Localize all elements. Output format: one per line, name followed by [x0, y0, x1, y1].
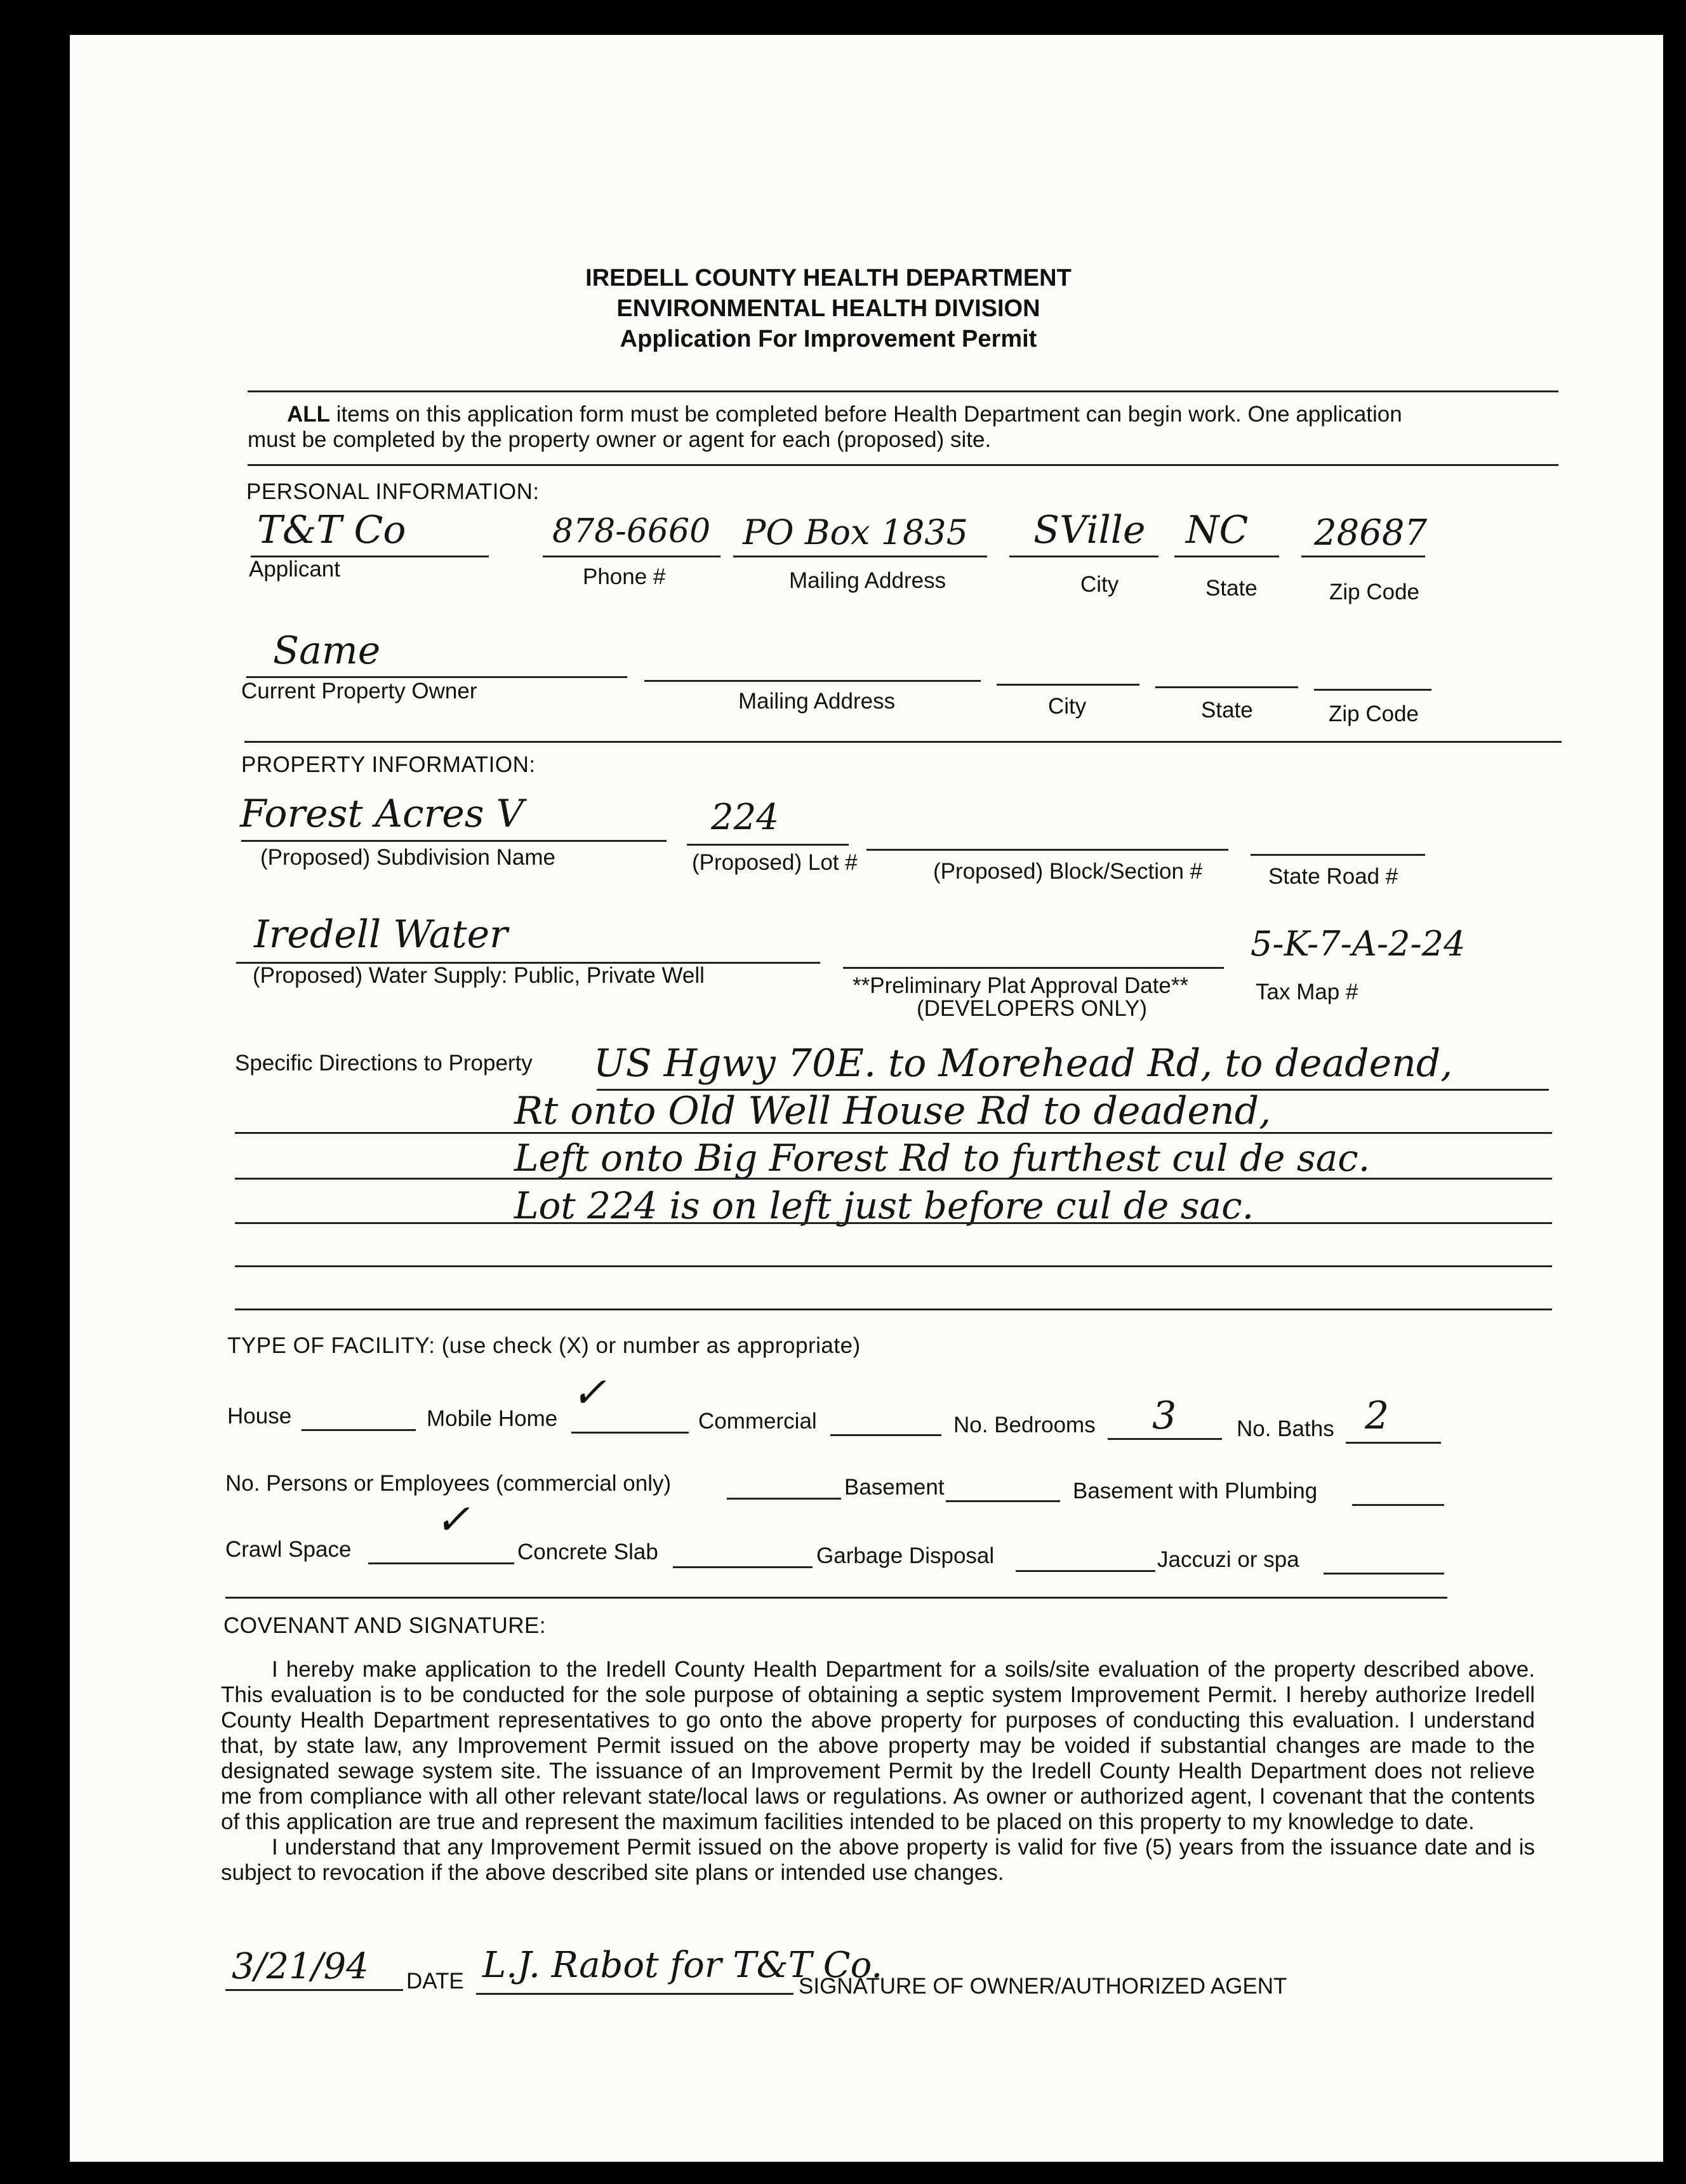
- lot-label: (Proposed) Lot #: [692, 850, 858, 875]
- basement-label: Basement: [844, 1475, 945, 1500]
- covenant-paragraph-2: I understand that any Improvement Permit issued on the above property is valid for five (5) years from the issuance date and is subject to revocation if the above described site plans or intended use changes.: [221, 1835, 1535, 1885]
- baths-value[interactable]: 2: [1365, 1394, 1390, 1438]
- crawl-space-label: Crawl Space: [225, 1537, 352, 1562]
- signature-value[interactable]: L.J. Rabot for T&T Co.: [482, 1945, 883, 1986]
- form-title: Application For Improvement Permit: [620, 326, 1037, 352]
- mailing-address-line: [733, 556, 987, 557]
- owner-city-line: [997, 684, 1139, 686]
- water-supply-label: (Proposed) Water Supply: Public, Private Well: [253, 963, 705, 988]
- garbage-disposal-line: [1016, 1570, 1155, 1572]
- state-line: [1174, 556, 1279, 557]
- city-line: [1009, 556, 1158, 557]
- jacuzzi-label: Jaccuzi or spa: [1157, 1547, 1299, 1572]
- bedrooms-value[interactable]: 3: [1152, 1394, 1177, 1438]
- basement-plumbing-label: Basement with Plumbing: [1073, 1479, 1318, 1503]
- tax-map-label: Tax Map #: [1256, 980, 1358, 1004]
- house-label: House: [227, 1404, 292, 1428]
- owner-zip-line: [1314, 689, 1431, 691]
- owner-state-line: [1155, 686, 1298, 688]
- tax-map-value[interactable]: 5-K-7-A-2-24: [1251, 924, 1466, 964]
- owner-label: Current Property Owner: [241, 679, 477, 703]
- directions-label: Specific Directions to Property: [235, 1051, 533, 1075]
- garbage-disposal-label: Garbage Disposal: [816, 1543, 995, 1568]
- zip-line: [1301, 556, 1425, 557]
- bedrooms-label: No. Bedrooms: [953, 1413, 1096, 1437]
- applicant-value[interactable]: T&T Co: [257, 508, 406, 552]
- intro-line-2: must be completed by the property owner or agent for each (proposed) site.: [248, 427, 992, 452]
- owner-value[interactable]: Same: [273, 629, 381, 673]
- intro-rule: [248, 464, 1558, 466]
- directions-rule-2: [235, 1132, 1552, 1134]
- mailing-address-label: Mailing Address: [789, 568, 946, 593]
- house-line: [302, 1429, 416, 1431]
- commercial-label: Commercial: [698, 1409, 817, 1434]
- state-road-label: State Road #: [1268, 864, 1398, 889]
- intro-line-1: ALL items on this application form must be completed before Health Department can begin work. One application: [287, 402, 1402, 427]
- mobile-home-label: Mobile Home: [427, 1406, 558, 1431]
- zip-value[interactable]: 28687: [1314, 512, 1428, 554]
- zip-label: Zip Code: [1329, 580, 1420, 604]
- date-label: DATE: [406, 1969, 464, 1994]
- owner-city-label: City: [1048, 694, 1087, 719]
- block-line: [866, 849, 1228, 851]
- owner-line: [246, 676, 627, 678]
- directions-line-2[interactable]: Rt onto Old Well House Rd to deadend,: [514, 1089, 1271, 1133]
- owner-mailing-line: [644, 680, 981, 682]
- signature-line: [476, 1993, 793, 1995]
- directions-rule-6: [235, 1308, 1552, 1310]
- concrete-slab-label: Concrete Slab: [517, 1540, 658, 1564]
- mobile-home-check[interactable]: ✓: [571, 1368, 607, 1417]
- property-info-heading: PROPERTY INFORMATION:: [241, 752, 536, 777]
- persons-label: No. Persons or Employees (commercial only): [225, 1471, 672, 1496]
- mailing-address-value[interactable]: PO Box 1835: [743, 512, 969, 552]
- developers-only-label: (DEVELOPERS ONLY): [917, 996, 1148, 1021]
- date-value[interactable]: 3/21/94: [232, 1946, 369, 1987]
- directions-rule-3: [235, 1178, 1552, 1180]
- city-label: City: [1080, 572, 1119, 597]
- header-rule: [248, 390, 1558, 392]
- block-label: (Proposed) Block/Section #: [933, 859, 1203, 884]
- commercial-line: [830, 1434, 941, 1436]
- water-supply-value[interactable]: Iredell Water: [254, 912, 508, 957]
- owner-state-label: State: [1201, 698, 1253, 722]
- facility-rule: [225, 1597, 1447, 1599]
- directions-line-3[interactable]: Left onto Big Forest Rd to furthest cul de sac.: [514, 1136, 1371, 1180]
- phone-line: [543, 556, 720, 557]
- state-road-line: [1251, 854, 1425, 856]
- plat-date-label: **Preliminary Plat Approval Date**: [853, 973, 1189, 998]
- lot-value[interactable]: 224: [711, 797, 779, 838]
- directions-line-1[interactable]: US Hgwy 70E. to Morehead Rd, to deadend,: [594, 1041, 1453, 1086]
- facility-heading: TYPE OF FACILITY: (use check (X) or number as appropriate): [227, 1333, 861, 1358]
- state-label: State: [1205, 576, 1258, 601]
- covenant-heading: COVENANT AND SIGNATURE:: [223, 1613, 547, 1638]
- directions-rule-4: [235, 1222, 1552, 1224]
- state-value[interactable]: NC: [1186, 508, 1249, 552]
- phone-value[interactable]: 878-6660: [552, 512, 711, 550]
- date-line: [225, 1989, 403, 1991]
- bedrooms-line: [1108, 1438, 1222, 1440]
- baths-label: No. Baths: [1237, 1416, 1334, 1441]
- plat-date-line: [843, 967, 1224, 969]
- persons-line: [727, 1498, 841, 1500]
- jacuzzi-line: [1324, 1573, 1444, 1575]
- basement-line: [946, 1500, 1060, 1502]
- department-title: IREDELL COUNTY HEALTH DEPARTMENT: [585, 265, 1072, 291]
- basement-plumbing-line: [1352, 1504, 1444, 1506]
- owner-mailing-label: Mailing Address: [738, 689, 896, 714]
- mobile-home-line: [571, 1432, 689, 1434]
- lot-line: [687, 844, 849, 846]
- phone-label: Phone #: [583, 564, 666, 589]
- division-title: ENVIRONMENTAL HEALTH DIVISION: [616, 295, 1040, 322]
- directions-line-4[interactable]: Lot 224 is on left just before cul de sac.: [514, 1184, 1254, 1227]
- personal-rule: [244, 741, 1562, 743]
- applicant-label: Applicant: [249, 557, 340, 582]
- city-value[interactable]: SVille: [1033, 508, 1146, 552]
- signature-label: SIGNATURE OF OWNER/AUTHORIZED AGENT: [799, 1974, 1287, 1999]
- crawl-space-line: [368, 1562, 514, 1564]
- directions-rule-5: [235, 1265, 1552, 1267]
- baths-line: [1346, 1442, 1441, 1444]
- subdivision-label: (Proposed) Subdivision Name: [260, 845, 555, 870]
- subdivision-value[interactable]: Forest Acres V: [240, 792, 524, 836]
- application-form-page: [70, 35, 1663, 2162]
- covenant-paragraph-1: I hereby make application to the Iredell County Health Department for a soils/site evaluation of the property described above. This evaluation is to be conducted for the sole purpose of obtaining a septic system Improvement Permit. I hereby authorize Iredell County Health Department representatives to go onto the above property for purposes of conducting this evaluation. I understand that, by state law, any Improvement Permit issued on the above property may be voided if substantial changes are made to the designated sewage system site. The issuance of an Improvement Permit by the Iredell County Health Department does not relieve me from compliance with all other relevant state/local laws or regulations. As owner or authorized agent, I covenant that the contents of this application are true and represent the maximum facilities intended to be placed on this property to my knowledge to date.: [221, 1657, 1535, 1834]
- personal-info-heading: PERSONAL INFORMATION:: [246, 479, 540, 504]
- owner-zip-label: Zip Code: [1329, 702, 1419, 726]
- covenant-text: [221, 1657, 1535, 1886]
- concrete-slab-line: [673, 1566, 813, 1568]
- crawl-space-check[interactable]: ✓: [435, 1495, 470, 1544]
- subdivision-line: [241, 840, 667, 842]
